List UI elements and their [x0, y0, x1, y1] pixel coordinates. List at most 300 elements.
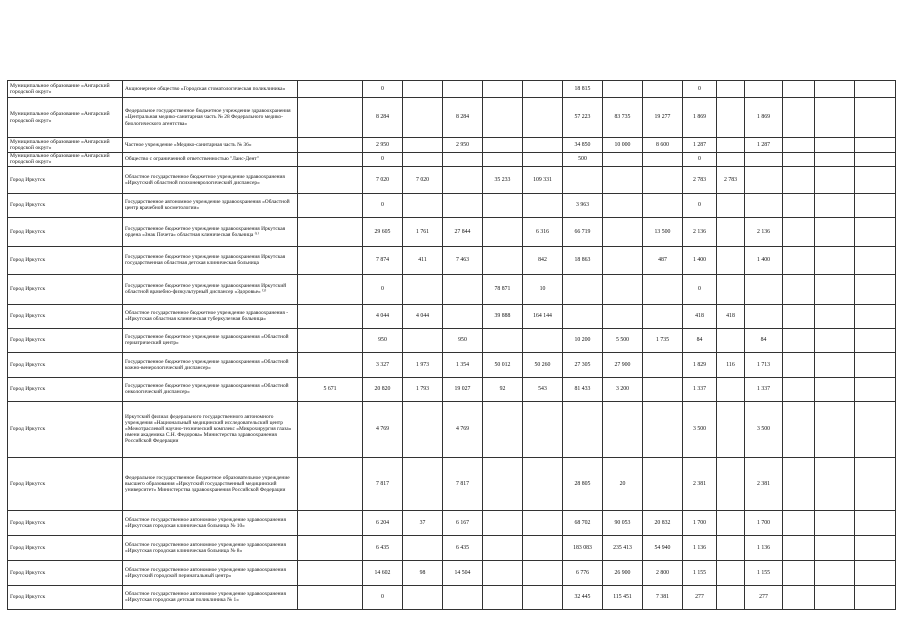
value-cell: 7 381: [643, 585, 683, 609]
territory-cell: Город Иркутск: [8, 585, 123, 609]
value-cell: 0: [683, 193, 717, 217]
value-cell: [815, 535, 855, 560]
table-row: [8, 401, 896, 457]
value-cell: [783, 166, 815, 193]
value-cell: 35 233: [483, 166, 523, 193]
value-cell: [483, 585, 523, 609]
value-cell: [298, 98, 363, 138]
table-row: [8, 81, 896, 98]
value-cell: 0: [683, 274, 717, 304]
value-cell: 0: [363, 153, 403, 167]
value-cell: [745, 193, 783, 217]
value-cell: 57 223: [563, 98, 603, 138]
value-cell: [443, 153, 483, 167]
value-cell: [815, 166, 855, 193]
value-cell: 2 783: [717, 166, 745, 193]
value-cell: [403, 585, 443, 609]
value-cell: 27 305: [563, 352, 603, 377]
value-cell: [483, 217, 523, 246]
value-cell: [483, 535, 523, 560]
value-cell: 1 155: [683, 560, 717, 585]
value-cell: 1 136: [745, 535, 783, 560]
value-cell: [815, 585, 855, 609]
value-cell: [783, 193, 815, 217]
value-cell: [717, 217, 745, 246]
value-cell: [815, 510, 855, 535]
value-cell: 8 284: [363, 98, 403, 138]
table-row: [8, 457, 896, 510]
value-cell: 115 451: [603, 585, 643, 609]
value-cell: 543: [523, 377, 563, 401]
value-cell: [643, 401, 683, 457]
organization-cell: Федеральное государственное бюджетное учреждение здравоохранения «Центральная медико-санитарная часть № 28 Федерального медико-биологического агентства»: [123, 98, 298, 138]
value-cell: [523, 510, 563, 535]
value-cell: 50 260: [523, 352, 563, 377]
value-cell: [643, 81, 683, 98]
value-cell: [483, 98, 523, 138]
value-cell: [745, 81, 783, 98]
value-cell: [815, 138, 855, 153]
table-row: [8, 585, 896, 609]
territory-cell: Город Иркутск: [8, 352, 123, 377]
value-cell: 0: [363, 274, 403, 304]
table-row: [8, 98, 896, 138]
value-cell: [643, 153, 683, 167]
value-cell: 235 413: [603, 535, 643, 560]
value-cell: [855, 560, 896, 585]
value-cell: [783, 274, 815, 304]
value-cell: 1 354: [443, 352, 483, 377]
value-cell: [298, 535, 363, 560]
value-cell: [783, 377, 815, 401]
value-cell: [643, 457, 683, 510]
value-cell: 1 287: [683, 138, 717, 153]
value-cell: [855, 510, 896, 535]
value-cell: [603, 81, 643, 98]
value-cell: [815, 153, 855, 167]
value-cell: 2 950: [443, 138, 483, 153]
value-cell: [483, 153, 523, 167]
value-cell: [483, 560, 523, 585]
organization-cell: Акционерное общество «Городская стоматологическая поликлиника»: [123, 81, 298, 98]
value-cell: 98: [403, 560, 443, 585]
value-cell: [298, 138, 363, 153]
value-cell: 7 020: [403, 166, 443, 193]
value-cell: [603, 217, 643, 246]
value-cell: [403, 328, 443, 352]
value-cell: 8 284: [443, 98, 483, 138]
value-cell: [643, 304, 683, 328]
territory-cell: Город Иркутск: [8, 304, 123, 328]
value-cell: [523, 193, 563, 217]
value-cell: [717, 274, 745, 304]
data-table: [7, 80, 896, 610]
value-cell: 4 044: [403, 304, 443, 328]
value-cell: [563, 304, 603, 328]
value-cell: [855, 153, 896, 167]
value-cell: [403, 98, 443, 138]
organization-cell: Областное государственное бюджетное учреждение здравоохранения - «Иркутская областная клиническая туберкулезная больница»: [123, 304, 298, 328]
value-cell: [298, 560, 363, 585]
value-cell: [403, 138, 443, 153]
value-cell: [403, 81, 443, 98]
value-cell: [855, 274, 896, 304]
territory-cell: Город Иркутск: [8, 274, 123, 304]
table-row: [8, 217, 896, 246]
value-cell: 13 500: [643, 217, 683, 246]
value-cell: [815, 246, 855, 274]
value-cell: 2 783: [683, 166, 717, 193]
value-cell: 1 735: [643, 328, 683, 352]
value-cell: 84: [683, 328, 717, 352]
value-cell: 32 445: [563, 585, 603, 609]
value-cell: 109 331: [523, 166, 563, 193]
value-cell: [815, 304, 855, 328]
value-cell: [483, 401, 523, 457]
value-cell: 4 044: [363, 304, 403, 328]
value-cell: [745, 166, 783, 193]
value-cell: [643, 166, 683, 193]
value-cell: [717, 328, 745, 352]
value-cell: [815, 352, 855, 377]
value-cell: 81 433: [563, 377, 603, 401]
value-cell: 1 136: [683, 535, 717, 560]
value-cell: 10 000: [603, 138, 643, 153]
value-cell: [603, 304, 643, 328]
value-cell: [783, 585, 815, 609]
value-cell: [745, 304, 783, 328]
value-cell: 3 327: [363, 352, 403, 377]
value-cell: [717, 510, 745, 535]
value-cell: 7 463: [443, 246, 483, 274]
value-cell: [783, 81, 815, 98]
value-cell: [855, 304, 896, 328]
value-cell: 418: [717, 304, 745, 328]
territory-cell: Город Иркутск: [8, 377, 123, 401]
value-cell: [717, 153, 745, 167]
value-cell: 34 850: [563, 138, 603, 153]
value-cell: [717, 457, 745, 510]
value-cell: 8 600: [643, 138, 683, 153]
value-cell: 2 800: [643, 560, 683, 585]
value-cell: 18 863: [563, 246, 603, 274]
value-cell: [855, 98, 896, 138]
value-cell: 14 602: [363, 560, 403, 585]
value-cell: [298, 510, 363, 535]
organization-cell: Областное государственное автономное учреждение здравоохранения «Иркутская городская клиническая больница № 8»: [123, 535, 298, 560]
value-cell: [855, 585, 896, 609]
value-cell: 0: [363, 81, 403, 98]
table-row: [8, 274, 896, 304]
organization-cell: Государственное бюджетное учреждение здравоохранения «Областной гериатрический центр»: [123, 328, 298, 352]
value-cell: 27 900: [603, 352, 643, 377]
value-cell: [815, 560, 855, 585]
value-cell: 3 200: [603, 377, 643, 401]
value-cell: [523, 81, 563, 98]
value-cell: [483, 457, 523, 510]
value-cell: [483, 193, 523, 217]
value-cell: [298, 457, 363, 510]
value-cell: [815, 457, 855, 510]
table-body: [8, 81, 896, 610]
value-cell: 3 500: [683, 401, 717, 457]
value-cell: 6 316: [523, 217, 563, 246]
value-cell: 19 027: [443, 377, 483, 401]
table-row: [8, 377, 896, 401]
value-cell: 28 805: [563, 457, 603, 510]
table-row: [8, 352, 896, 377]
value-cell: [855, 535, 896, 560]
value-cell: [563, 274, 603, 304]
table-row: [8, 304, 896, 328]
value-cell: [298, 153, 363, 167]
value-cell: [523, 535, 563, 560]
value-cell: [523, 98, 563, 138]
organization-cell: Государственное бюджетное учреждение здравоохранения «Областной кожно-венерологический диспансер»: [123, 352, 298, 377]
value-cell: 1 337: [683, 377, 717, 401]
value-cell: [483, 328, 523, 352]
value-cell: 1 400: [745, 246, 783, 274]
value-cell: 7 817: [363, 457, 403, 510]
value-cell: [783, 510, 815, 535]
value-cell: 1 155: [745, 560, 783, 585]
value-cell: [643, 352, 683, 377]
organization-cell: Общество с ограниченной ответственностью "Ланс-Дент": [123, 153, 298, 167]
value-cell: [783, 328, 815, 352]
value-cell: 164 144: [523, 304, 563, 328]
value-cell: [855, 246, 896, 274]
value-cell: 50 012: [483, 352, 523, 377]
value-cell: [717, 377, 745, 401]
value-cell: 5 671: [298, 377, 363, 401]
value-cell: 1 761: [403, 217, 443, 246]
value-cell: [855, 138, 896, 153]
value-cell: [603, 193, 643, 217]
value-cell: 4 769: [443, 401, 483, 457]
value-cell: 0: [363, 193, 403, 217]
value-cell: 1 400: [683, 246, 717, 274]
value-cell: 19 277: [643, 98, 683, 138]
value-cell: [815, 81, 855, 98]
value-cell: [855, 377, 896, 401]
value-cell: 90 053: [603, 510, 643, 535]
value-cell: [603, 401, 643, 457]
value-cell: [855, 81, 896, 98]
value-cell: 1 869: [683, 98, 717, 138]
value-cell: 6 435: [443, 535, 483, 560]
organization-cell: Областное государственное автономное учреждение здравоохранения «Иркутская городская клиническая больница № 10»: [123, 510, 298, 535]
value-cell: [783, 98, 815, 138]
value-cell: 29 605: [363, 217, 403, 246]
value-cell: [298, 352, 363, 377]
value-cell: [855, 457, 896, 510]
value-cell: [717, 81, 745, 98]
value-cell: 1 793: [403, 377, 443, 401]
value-cell: 7 874: [363, 246, 403, 274]
value-cell: 3 500: [745, 401, 783, 457]
territory-cell: Муниципальное образование «Ангарский городской округ»: [8, 98, 123, 138]
value-cell: [443, 304, 483, 328]
value-cell: [298, 217, 363, 246]
value-cell: [603, 166, 643, 193]
value-cell: [563, 401, 603, 457]
value-cell: [815, 328, 855, 352]
table-row: [8, 166, 896, 193]
value-cell: [855, 328, 896, 352]
value-cell: [783, 138, 815, 153]
value-cell: 54 940: [643, 535, 683, 560]
organization-cell: Областное государственное бюджетное учреждение здравоохранения «Иркутский областной психоневрологический диспансер»: [123, 166, 298, 193]
value-cell: [403, 401, 443, 457]
value-cell: 418: [683, 304, 717, 328]
value-cell: [298, 585, 363, 609]
value-cell: [745, 153, 783, 167]
value-cell: [603, 153, 643, 167]
value-cell: 83 735: [603, 98, 643, 138]
value-cell: 0: [683, 81, 717, 98]
value-cell: 950: [443, 328, 483, 352]
table-row: [8, 153, 896, 167]
territory-cell: Муниципальное образование «Ангарский городской округ»: [8, 153, 123, 167]
value-cell: [523, 328, 563, 352]
value-cell: [443, 193, 483, 217]
value-cell: 20 820: [363, 377, 403, 401]
value-cell: [298, 193, 363, 217]
value-cell: [523, 401, 563, 457]
value-cell: [603, 274, 643, 304]
territory-cell: Город Иркутск: [8, 560, 123, 585]
value-cell: [403, 457, 443, 510]
value-cell: 10: [523, 274, 563, 304]
value-cell: [815, 193, 855, 217]
value-cell: [717, 193, 745, 217]
value-cell: [815, 98, 855, 138]
value-cell: 14 504: [443, 560, 483, 585]
value-cell: 0: [683, 153, 717, 167]
value-cell: [298, 81, 363, 98]
value-cell: [855, 193, 896, 217]
organization-cell: Государственное бюджетное учреждение здравоохранения «Областной онкологический диспансер»: [123, 377, 298, 401]
value-cell: 2 381: [745, 457, 783, 510]
value-cell: 5 500: [603, 328, 643, 352]
territory-cell: Город Иркутск: [8, 328, 123, 352]
value-cell: 39 888: [483, 304, 523, 328]
organization-cell: Областное государственное автономное учреждение здравоохранения «Иркутская городская детская поликлиника № 1»: [123, 585, 298, 609]
value-cell: 26 900: [603, 560, 643, 585]
value-cell: [783, 352, 815, 377]
value-cell: 1 869: [745, 98, 783, 138]
territory-cell: Город Иркутск: [8, 510, 123, 535]
value-cell: [717, 246, 745, 274]
value-cell: 2 950: [363, 138, 403, 153]
territory-cell: Город Иркутск: [8, 246, 123, 274]
value-cell: [643, 274, 683, 304]
value-cell: [403, 535, 443, 560]
value-cell: 411: [403, 246, 443, 274]
value-cell: 277: [683, 585, 717, 609]
value-cell: 0: [363, 585, 403, 609]
value-cell: 27 844: [443, 217, 483, 246]
value-cell: 1 713: [745, 352, 783, 377]
value-cell: [783, 457, 815, 510]
value-cell: 84: [745, 328, 783, 352]
value-cell: 1 287: [745, 138, 783, 153]
value-cell: 68 702: [563, 510, 603, 535]
table-row: [8, 246, 896, 274]
value-cell: 3 963: [563, 193, 603, 217]
value-cell: [523, 457, 563, 510]
value-cell: [717, 535, 745, 560]
table-row: [8, 510, 896, 535]
value-cell: 842: [523, 246, 563, 274]
value-cell: [403, 193, 443, 217]
value-cell: [783, 246, 815, 274]
value-cell: [783, 401, 815, 457]
organization-cell: Государственное бюджетное учреждение здравоохранения Иркутский областной врачебно-физкультурный диспансер «Здоровье» ⁽²⁾: [123, 274, 298, 304]
organization-cell: Федеральное государственное бюджетное образовательное учреждение высшего образования «Иркутский государственный медицинский университет» Министерства здравоохранения Российской Федерации: [123, 457, 298, 510]
value-cell: [523, 560, 563, 585]
value-cell: [717, 138, 745, 153]
value-cell: 4 769: [363, 401, 403, 457]
value-cell: [298, 246, 363, 274]
territory-cell: Город Иркутск: [8, 457, 123, 510]
value-cell: 6 776: [563, 560, 603, 585]
value-cell: [815, 217, 855, 246]
value-cell: [403, 153, 443, 167]
value-cell: [815, 401, 855, 457]
value-cell: 6 435: [363, 535, 403, 560]
value-cell: 78 871: [483, 274, 523, 304]
document-sheet: [7, 80, 895, 610]
value-cell: [443, 166, 483, 193]
value-cell: 950: [363, 328, 403, 352]
value-cell: [298, 401, 363, 457]
value-cell: [783, 217, 815, 246]
value-cell: [443, 585, 483, 609]
organization-cell: Частное учреждение «Медико-санитарная часть № 36»: [123, 138, 298, 153]
value-cell: [298, 166, 363, 193]
value-cell: [298, 304, 363, 328]
organization-cell: Государственное бюджетное учреждение здравоохранения Иркутская государственная областная детская клиническая больница: [123, 246, 298, 274]
value-cell: [815, 377, 855, 401]
value-cell: [443, 81, 483, 98]
value-cell: [855, 166, 896, 193]
value-cell: [717, 560, 745, 585]
value-cell: 2 136: [745, 217, 783, 246]
value-cell: 2 136: [683, 217, 717, 246]
value-cell: 37: [403, 510, 443, 535]
value-cell: 116: [717, 352, 745, 377]
value-cell: [483, 510, 523, 535]
value-cell: [643, 193, 683, 217]
value-cell: [483, 246, 523, 274]
territory-cell: Город Иркутск: [8, 401, 123, 457]
value-cell: 183 083: [563, 535, 603, 560]
table-row: [8, 535, 896, 560]
value-cell: [855, 401, 896, 457]
value-cell: 500: [563, 153, 603, 167]
value-cell: 20: [603, 457, 643, 510]
table-row: [8, 328, 896, 352]
value-cell: [403, 274, 443, 304]
value-cell: [603, 246, 643, 274]
value-cell: [855, 217, 896, 246]
value-cell: 1 337: [745, 377, 783, 401]
value-cell: 1 829: [683, 352, 717, 377]
value-cell: [523, 153, 563, 167]
value-cell: 1 973: [403, 352, 443, 377]
value-cell: 7 020: [363, 166, 403, 193]
